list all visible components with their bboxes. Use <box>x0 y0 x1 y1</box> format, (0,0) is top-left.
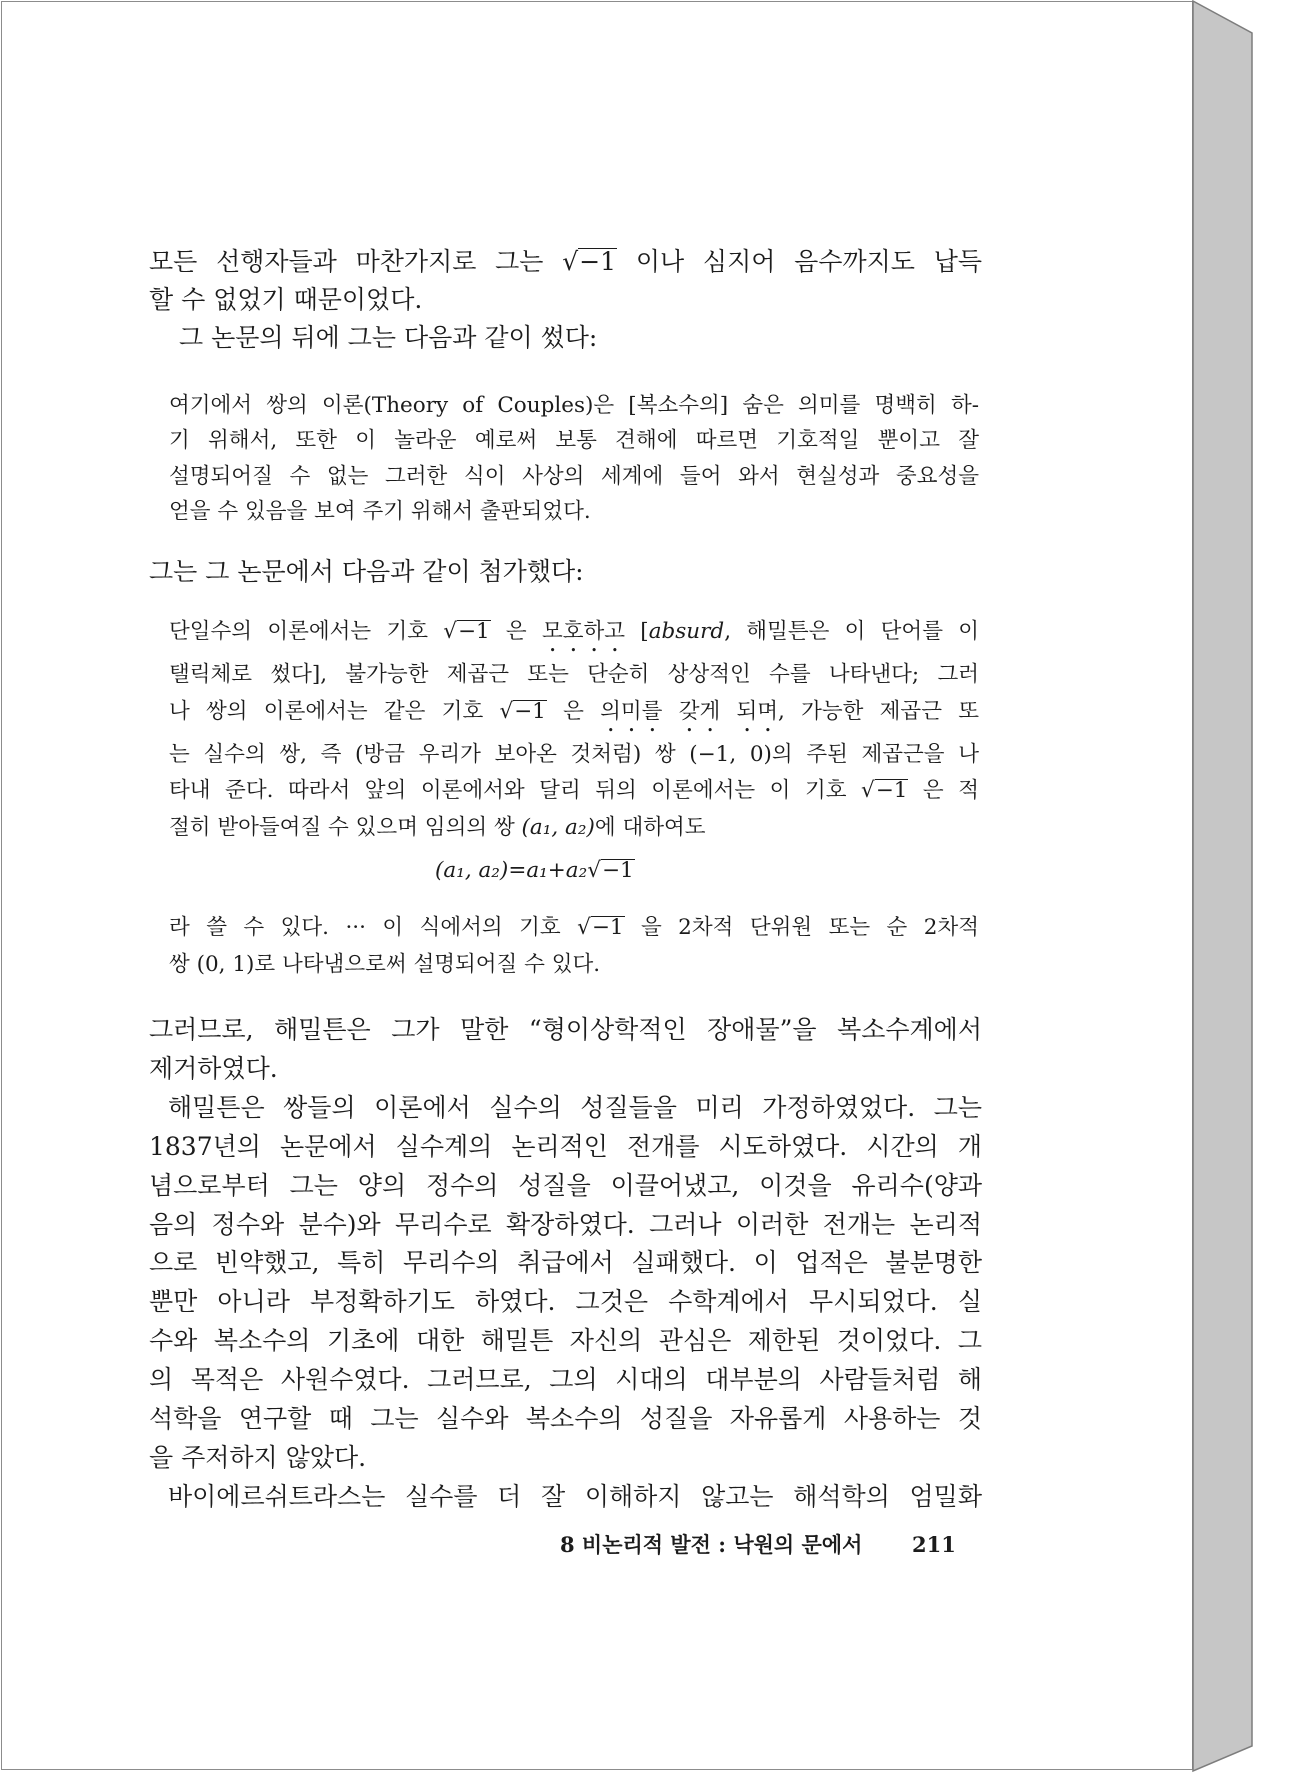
text-run: 에 대하여도 <box>594 814 706 840</box>
block-quote <box>169 388 979 529</box>
quote-line: 여기에서 쌍의 이론(Theory of Couples)은 [복소수의] 숨은 의미를 명백히 하- <box>169 393 979 418</box>
math-expression: (a₁, a₂) <box>521 814 595 840</box>
text-line: 그러므로, 해밀튼은 그가 말한 “형이상학적인 장애물”을 복소수계에서 <box>149 1015 982 1044</box>
text-line <box>149 243 982 281</box>
radicand: −1 <box>601 858 634 883</box>
quote-line: 얻을 수 있음을 보여 주기 위해서 출판되었다. <box>169 498 591 524</box>
text-line: 수와 복소수의 기초에 대한 해밀튼 자신의 관심은 제한된 것이었다. 그 <box>149 1326 982 1356</box>
radicand: −1 <box>591 915 624 940</box>
text-run: 타내 준다. 따라서 앞의 이론에서와 달리 뒤의 이론에서는 이 기호 <box>169 778 861 804</box>
radical-sign: √ <box>443 619 457 644</box>
text-run: , 가능한 제곱근 또 <box>778 698 979 724</box>
text-line: 바이에르쉬트라스는 실수를 더 잘 이해하지 않고는 해석학의 엄밀화 <box>168 1481 982 1511</box>
text-run: 단일수의 이론에서는 기호 <box>169 619 444 644</box>
text-run: 은 <box>546 698 601 724</box>
math-expression: (a₁, a₂)=a₁+a₂ <box>435 858 588 883</box>
quote-line <box>169 909 979 946</box>
text-line: 제거하였다. <box>149 1053 278 1083</box>
quote-line: 탤릭체로 썼다], 불가능한 제곱근 또는 단순히 상상적인 수를 나타낸다; 그러 <box>169 662 979 687</box>
radicand: −1 <box>514 698 546 724</box>
quote-line: 설명되어질 수 없는 그러한 식이 사상의 세계에 들어 와서 현실성과 중요성을 <box>169 463 979 489</box>
text-run: , 해밀튼은 이 단어를 이 <box>724 619 979 644</box>
text-line: 으로 빈약했고, 특히 무리수의 취급에서 실패했다. 이 업적은 불분명한 <box>149 1248 982 1278</box>
book-edge <box>1190 0 1254 1773</box>
radicand: −1 <box>875 778 908 804</box>
quote-line <box>169 773 979 810</box>
quote-line <box>169 614 979 657</box>
text-line: 해밀튼은 쌍들의 이론에서 실수의 성질들을 미리 가정하였었다. 그는 <box>168 1092 982 1122</box>
running-footer: 8 비논리적 발전 : 낙원의 문에서 <box>560 1532 863 1557</box>
text-line: 의 목적은 사원수였다. 그러므로, 그의 시대의 대부분의 사람들처럼 해 <box>149 1365 982 1395</box>
radical-sign: √ <box>577 915 591 940</box>
radicand: −1 <box>579 247 617 276</box>
radical-sign: √ <box>499 698 514 724</box>
text-run: 절히 받아들여질 수 있으며 임의의 쌍 <box>169 814 522 840</box>
text-line: 할 수 없었기 때문이었다. <box>149 285 423 314</box>
equation-line <box>435 853 675 889</box>
opening-paragraph <box>149 243 982 357</box>
body-text <box>149 1011 982 1517</box>
quote-line: 는 실수의 쌍, 즉 (방금 우리가 보아온 것처럼) 쌍 (−1, 0)의 주된 제곱근을 나 <box>169 741 979 767</box>
text-run: 라 쓸 수 있다. ··· 이 식에서의 기호 <box>169 915 578 940</box>
text-run: [ <box>625 619 649 644</box>
text-run: 을 2차적 단위원 또는 순 2차적 <box>624 915 979 940</box>
text-line: 석학을 연구할 때 그는 실수와 복소수의 성질을 자유롭게 사용하는 것 <box>149 1404 982 1434</box>
page-number: 211 <box>912 1532 956 1557</box>
text-run: 이나 심지어 음수까지도 납득 <box>617 247 982 276</box>
emphasized-text: 모호하고 <box>541 619 626 644</box>
radical-sign: √ <box>587 858 601 883</box>
text-run: 모든 선행자들과 마찬가지로 그는 <box>149 247 563 276</box>
text-line: 그는 그 논문에서 다음과 같이 첨가했다: <box>149 557 584 586</box>
radicand: −1 <box>457 619 490 644</box>
text-run: 은 <box>490 619 542 644</box>
transition-paragraph <box>149 553 982 591</box>
text-line: 을 주저하지 않았다. <box>149 1442 367 1472</box>
quote-line <box>169 810 979 847</box>
text-run: 나 쌍의 이론에서는 같은 기호 <box>169 698 500 724</box>
radical-sign: √ <box>562 247 579 276</box>
italic-term: absurd <box>648 619 725 644</box>
text-line: 음의 정수와 분수)와 무리수로 확장하였다. 그러나 이러한 전개는 논리적 <box>149 1209 982 1239</box>
emphasized-text: 의미를 갖게 되며 <box>600 698 779 724</box>
block-quote-continuation <box>169 909 979 983</box>
text-line: 뿐만 아니라 부정확하기도 하였다. 그것은 수학계에서 무시되었다. 실 <box>149 1287 982 1317</box>
text-run: 은 적 <box>908 778 979 804</box>
text-line: 그 논문의 뒤에 그는 다음과 같이 썼다: <box>179 323 598 352</box>
block-quote <box>169 614 979 846</box>
radical-sign: √ <box>861 778 875 804</box>
text-line: 념으로부터 그는 양의 정수의 성질을 이끌어냈고, 이것을 유리수(양과 <box>149 1170 982 1200</box>
equation <box>435 853 675 889</box>
quote-line <box>169 694 979 737</box>
quote-line: 쌍 (0, 1)로 나타냄으로써 설명되어질 수 있다. <box>169 952 601 977</box>
quote-line: 기 위해서, 또한 이 놀라운 예로써 보통 견해에 따르면 기호적일 뿐이고 잘 <box>169 428 979 454</box>
text-line: 1837년의 논문에서 실수계의 논리적인 전개를 시도하였다. 시간의 개 <box>149 1131 982 1161</box>
